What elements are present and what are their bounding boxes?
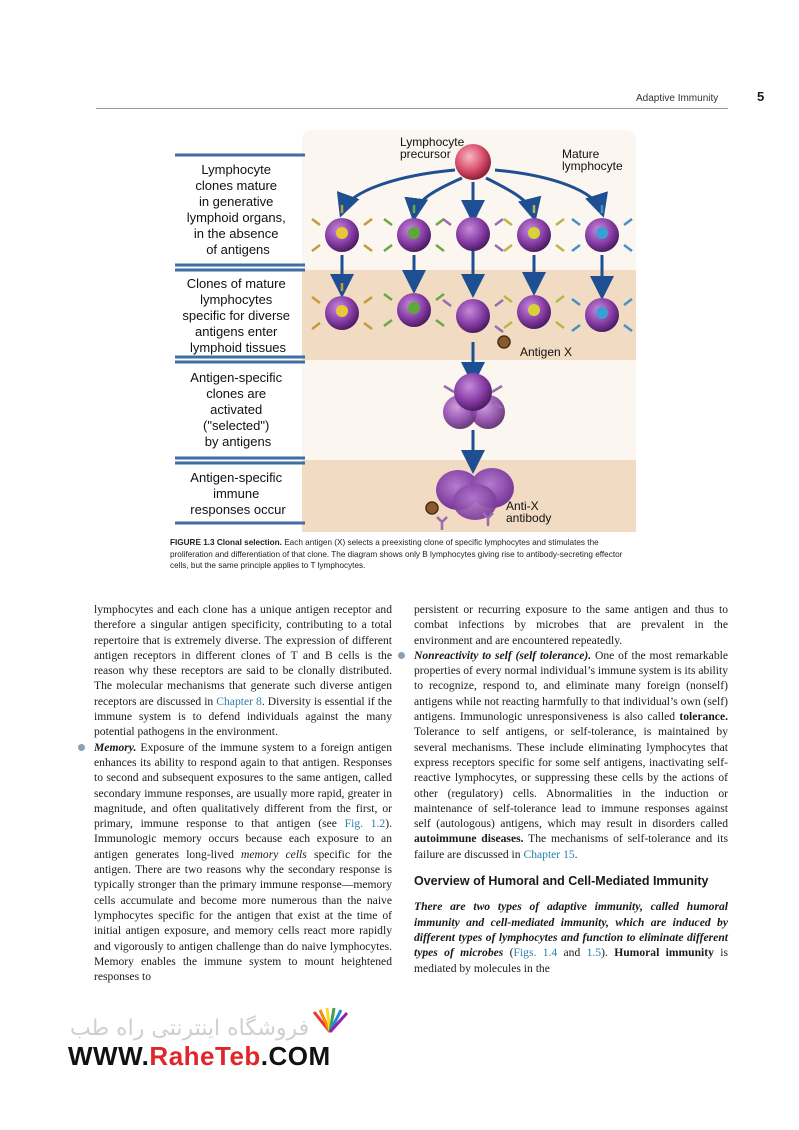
section-heading: Overview of Humoral and Cell-Mediated Immunity xyxy=(414,874,709,889)
bullet-memory: Memory. Exposure of the immune system to a foreign antigen enhances its ability to respond again to that antigen. Responses to second and subsequent exposures to the same antigen, called secondary immune responses, are usually more rapid, greater in magnitude, and often qualitatively different from the first, or primary, immune response to that antigen (see Fig. 1.2). Immunologic memory occurs because each exposure to an antigen generates long-lived memory cells specific for the antigen. There are two reasons why the secondary response is typically stronger than the primary immune response—memory cells accumulate and become more numerous than the naive lymphocytes specific for the antigen that exist at the time of initial antigen exposure, and memory cells react more rapidly and vigorously to antigen challenge than do naive lymphocytes. Memory enables the immune system to mount heightened responses to xyxy=(94,740,392,985)
header-rule xyxy=(96,108,728,109)
stage-label-3: Antigen-specific clones are activated ("selected") by antigens xyxy=(190,370,283,449)
left-column xyxy=(94,602,392,984)
right-column xyxy=(414,602,728,976)
self-tolerance-term: Nonreactivity to self (self tolerance). xyxy=(414,648,592,662)
stage-label-4: Antigen-specific immune responses occur xyxy=(190,470,286,517)
lymphocyte-clone-3 xyxy=(456,217,490,251)
clonal-selection-figure xyxy=(170,130,636,532)
anti-x-antibody-label: Anti-X antibody xyxy=(506,499,552,525)
bullet-self-tolerance: Nonreactivity to self (self tolerance). One of the most remarkable properties of every normal individual’s immune system is its ability to recognize, respond to, and eliminate many foreign (nonself) antigens while not reacting harmfully to that individual’s own (self) antigens. Immunologic unresponsiveness is also called tolerance. Tolerance to self antigens, or self-tolerance, is maintained by several mechanisms. These include eliminating lymphocytes that express receptors specific for some self antigens, inactivating self-reactive lymphocytes, or suppressing these cells by the actions of other (regulatory) cells. Abnormalities in the induction or maintenance of self-tolerance lead to immune responses against self (autologous) antigens, which may result in disorders called autoimmune diseases. The mechanisms of self-tolerance and its failure are discussed in Chapter 15. xyxy=(414,648,728,862)
stage-label-boxes xyxy=(175,155,305,523)
bullet-dot-icon xyxy=(398,652,405,659)
bound-antigen-x xyxy=(426,502,438,514)
watermark-persian-text: فروشگاه اینترنتی راه طب xyxy=(70,1016,310,1041)
antigen-x-particle xyxy=(498,336,510,348)
right-paragraph-persistent: persistent or recurring exposure to the same antigen and thus to combat infections by microbes that are prevalent in the environment and are encountered repeatedly. xyxy=(414,603,728,647)
antigen-x-label: Antigen X xyxy=(520,345,573,359)
page-number: 5 xyxy=(757,89,765,104)
fig-1-2-link[interactable]: Fig. 1.2 xyxy=(344,817,386,831)
stage-label-2: Clones of mature lymphocytes specific for diverse antigens enter lymphoid tissues xyxy=(182,276,291,355)
mature-clone-3 xyxy=(456,299,490,333)
chapter-15-link[interactable]: Chapter 15 xyxy=(523,847,575,861)
right-paragraph-overview: There are two types of adaptive immunity, called humoral immunity and cell-mediated immunity, which are induced by different types of lymphocytes and function to eliminate different types of microbes (Figs. 1.4 and 1.5). Humoral immunity is mediated by molecules in the xyxy=(414,900,728,975)
caption-label: FIGURE 1.3 Clonal selection. xyxy=(170,538,282,547)
running-head: Adaptive Immunity xyxy=(636,93,719,104)
memory-term: Memory. xyxy=(94,740,137,754)
mature-lymphocyte-label: Mature lymphocyte xyxy=(562,147,623,173)
chapter-8-link[interactable]: Chapter 8 xyxy=(216,694,262,708)
watermark-book-logo-icon xyxy=(310,1006,350,1034)
lymphocyte-precursor-cell xyxy=(455,144,491,180)
precursor-label: Lymphocyte precursor xyxy=(400,135,465,161)
stage-label-1: Lymphocyte clones mature in generative lymphoid organs, in the absence of antigens xyxy=(186,162,286,257)
watermark-url[interactable]: WWW.RaheTeb.COM xyxy=(68,1041,331,1071)
figs-1-4-link[interactable]: Figs. 1.4 xyxy=(513,946,558,960)
fig-1-5-link[interactable]: 1.5 xyxy=(586,946,602,960)
caption-text: Each antigen (X) selects a preexisting clone of specific lymphocytes and stimulates the proliferation and differentiation of that clone. The diagram shows only B lymphocytes giving rise to antibody-secreting effector cells, but the same principle applies to T lymphocytes. xyxy=(170,538,623,570)
bullet-dot-icon xyxy=(78,744,85,751)
left-paragraph-diversity: lymphocytes and each clone has a unique antigen receptor and therefore a singular antigen specificity, contributing to a total repertoire that is extremely diverse. The expression of different antigen receptors in different clones of T and B cells is the reason why these receptors are said to be clonally distributed. The molecular mechanisms that generate such diverse antigen receptors are discussed in Chapter 8. Diversity is essential if the immune system is to defend individuals against the many potential pathogens in the environment. xyxy=(94,603,392,739)
figure-caption xyxy=(170,537,640,572)
